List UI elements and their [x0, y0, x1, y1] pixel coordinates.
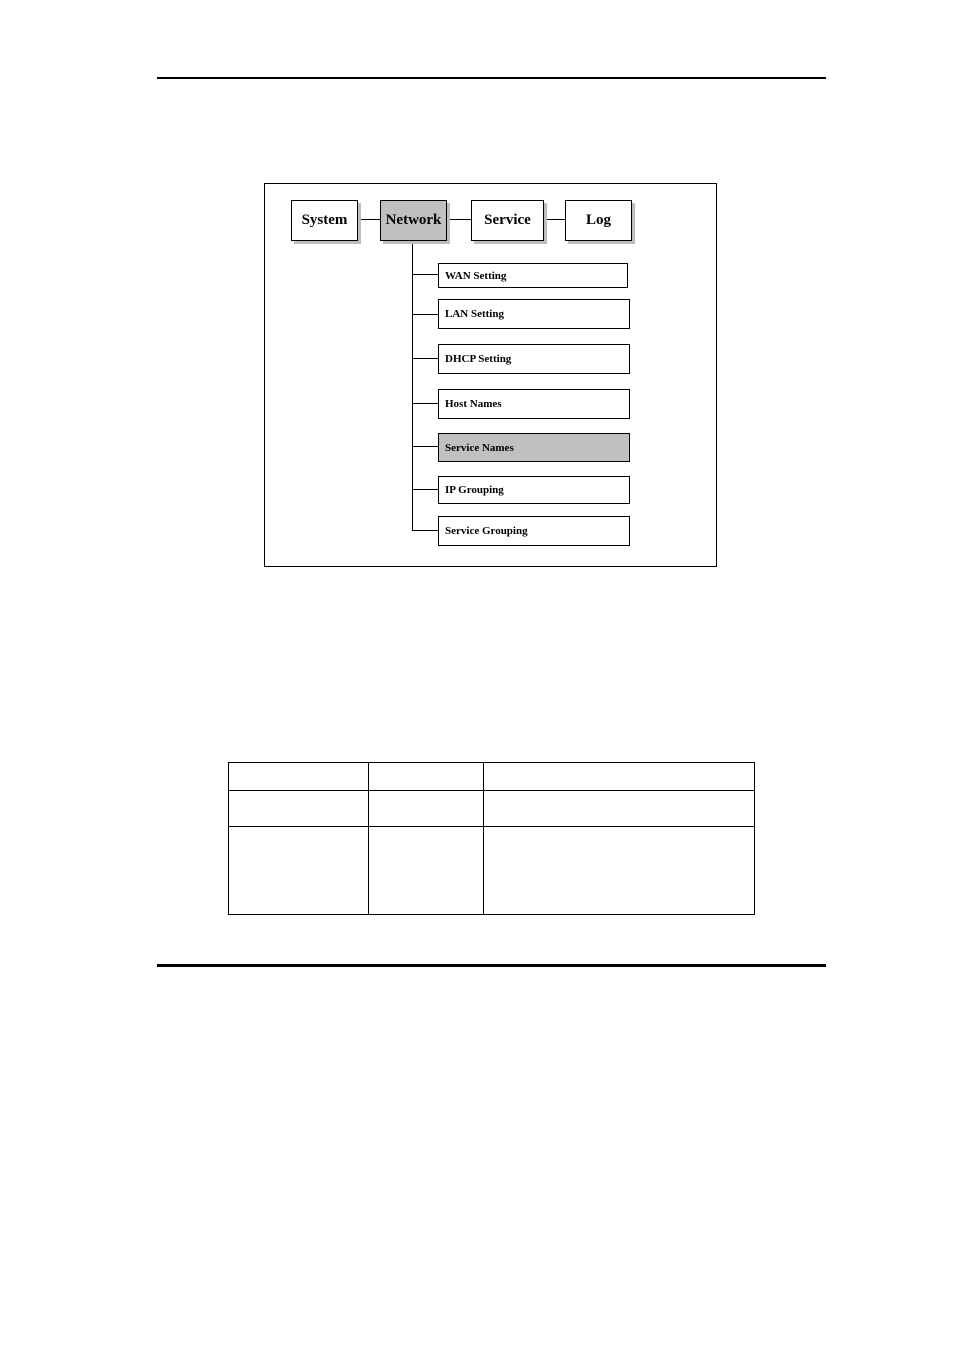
footer-rule: [157, 964, 826, 967]
table-header-cell: [484, 763, 755, 791]
submenu-service-names[interactable]: [438, 433, 630, 462]
tab-log[interactable]: [565, 200, 632, 241]
submenu-label: DHCP Setting: [445, 353, 512, 365]
branch-line: [412, 446, 438, 447]
tab-system[interactable]: [291, 200, 358, 241]
table-header-row: [229, 763, 755, 791]
tab-system-label: System: [301, 212, 348, 228]
connector-line: [450, 219, 471, 220]
table-header-cell: [369, 763, 484, 791]
table-row: [229, 791, 755, 827]
submenu-label: Host Names: [445, 398, 502, 410]
table-cell: [484, 827, 755, 915]
tree-trunk-line: [412, 244, 413, 531]
menu-tree-diagram: [264, 183, 717, 567]
table-cell: [369, 791, 484, 827]
table-header-cell: [229, 763, 369, 791]
connector-line: [547, 219, 565, 220]
table-cell: [369, 827, 484, 915]
submenu-label: Service Grouping: [445, 525, 528, 537]
tab-network[interactable]: [380, 200, 447, 241]
submenu-service-grouping[interactable]: [438, 516, 630, 546]
submenu-label: Service Names: [445, 441, 514, 454]
tab-network-label: Network: [385, 212, 442, 228]
branch-line: [412, 358, 438, 359]
parameter-table: [228, 762, 755, 915]
submenu-ip-grouping[interactable]: [438, 476, 630, 504]
table-row: [229, 827, 755, 915]
table-cell: [229, 827, 369, 915]
connector-line: [361, 219, 381, 220]
tab-log-label: Log: [585, 212, 611, 228]
tab-service-label: Service: [484, 212, 531, 228]
submenu-wan-setting[interactable]: [438, 263, 628, 288]
branch-line: [412, 530, 438, 531]
branch-line: [412, 314, 438, 315]
table-cell: [484, 791, 755, 827]
header-rule: [157, 77, 826, 79]
tab-service[interactable]: [471, 200, 544, 241]
submenu-lan-setting[interactable]: [438, 299, 630, 329]
submenu-label: LAN Setting: [445, 308, 504, 320]
branch-line: [412, 274, 438, 275]
submenu-label: IP Grouping: [445, 484, 504, 496]
branch-line: [412, 489, 438, 490]
branch-line: [412, 403, 438, 404]
table-cell: [229, 791, 369, 827]
submenu-host-names[interactable]: [438, 389, 630, 419]
submenu-dhcp-setting[interactable]: [438, 344, 630, 374]
submenu-label: WAN Setting: [445, 269, 507, 282]
